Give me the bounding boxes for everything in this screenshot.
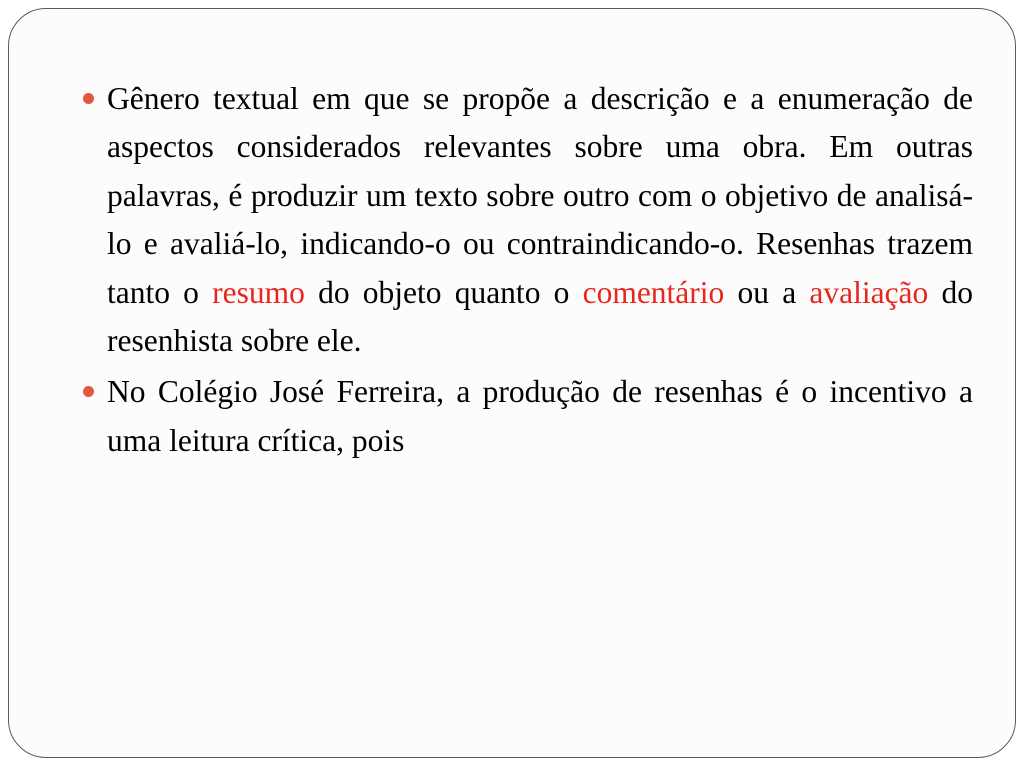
- bullet-text: do resenhista sobre ele.: [107, 274, 973, 359]
- bullet-list: [83, 75, 973, 468]
- highlight-avaliacao: avaliação: [809, 274, 929, 310]
- bullet-text: ou a: [724, 274, 810, 310]
- bullet-text: do objeto quanto o: [304, 274, 583, 310]
- bullet-text: No Colégio José Ferreira, a produção de resenhas é o incentivo a uma leitura crítica, pois: [107, 374, 973, 458]
- highlight-comentario: comentário: [582, 274, 725, 310]
- bullet-text: Gênero textual em que se propõe a descrição e a enumeração de aspectos considerados relevantes sobre uma obra. Em outras palavras, é produzir um texto sobre outro com o objetivo de analisá-lo e avaliá-lo, indicando-o ou contraindicando-o. Resenhas trazem tanto o: [107, 81, 973, 310]
- bullet-item-definition: [83, 75, 973, 365]
- slide-frame: [8, 8, 1016, 758]
- bullet-dot-icon: [83, 386, 94, 397]
- bullet-dot-icon: [83, 93, 94, 104]
- highlight-resumo: resumo: [212, 274, 305, 310]
- bullet-item-colegio: [83, 368, 973, 465]
